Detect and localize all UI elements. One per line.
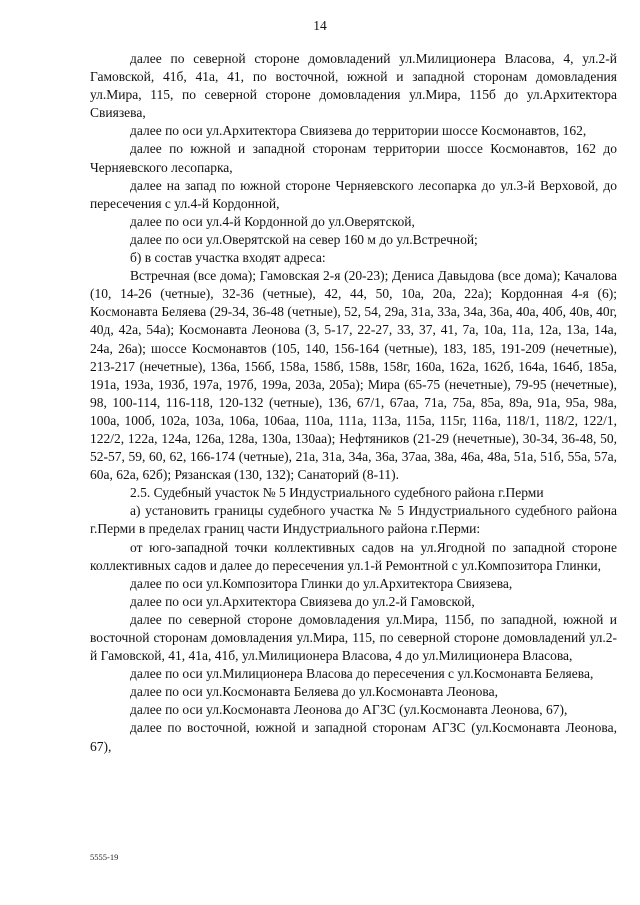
page-number: 14: [313, 18, 327, 33]
paragraph: далее по восточной, южной и западной сторонам АГЗС (ул.Космонавта Леонова, 67),: [90, 720, 617, 754]
paragraph: а) установить границы судебного участка № 5 Индустриального судебного района г.Перми в пределах границ части Индустриального района г.Перми:: [90, 503, 617, 537]
paragraph: далее по оси ул.4-й Кордонной до ул.Оверятской,: [130, 213, 415, 229]
paragraph: далее по южной и западной сторонам территории шоссе Космонавтов, 162 до Черняевского лесопарка,: [90, 141, 617, 175]
paragraph: далее по оси ул.Композитора Глинки до ул.Архитектора Свиязева,: [130, 575, 513, 591]
paragraph: далее по оси ул.Архитектора Свиязева до территории шоссе Космонавтов, 162,: [130, 123, 587, 139]
section-heading: 2.5. Судебный участок № 5 Индустриального судебного района г.Перми: [130, 485, 544, 501]
paragraph: далее по оси ул.Милиционера Власова до пересечения с ул.Космонавта Беляева,: [130, 666, 594, 682]
paragraph: далее по оси ул.Космонавта Беляева до ул.Космонавта Леонова,: [130, 684, 499, 700]
paragraph: далее по оси ул.Оверятской на север 160 м до ул.Встречной;: [130, 231, 478, 247]
paragraph: далее по оси ул.Архитектора Свиязева до ул.2-й Гамовской,: [130, 593, 475, 609]
paragraph: далее на запад по южной стороне Черняевского лесопарка до ул.3-й Верховой, до пересечения с ул.4-й Кордонной,: [90, 177, 617, 211]
paragraph: далее по оси ул.Космонавта Леонова до АГЗС (ул.Космонавта Леонова, 67),: [130, 702, 568, 718]
paragraph: далее по северной стороне домовладения ул.Мира, 115б, по западной, южной и восточной сторонам домовладения ул.Мира, 115, по северной стороне домовладений ул.2-й Гамовской, 41, 41а, 41б, ул.Милиционера Власова, 4 до ул.Милиционера Власова,: [90, 611, 617, 664]
address-list-paragraph: Встречная (все дома); Гамовская 2-я (20-23); Дениса Давыдова (все дома); Качалова (10, 14-26 (четные), 32-36 (четные), 42, 44, 50, 10а, 20а, 22а); Кордонная 4-я (6); Космонавта Беляева (29-34, 36-48 (четные), 52, 54, 29а, 31а, 33а, 34а, 36а, 40а, 40б, 40в, 40г, 40д, 42а, 54а); Космонавта Леонова (3, 5-17, 22-27, 33, 37, 41, 7а, 10а, 11а, 12а, 13а, 14а, 24а, 26а); шоссе Космонавтов (105, 140, 156-164 (четные), 183, 185, 191-209 (нечетные), 213-217 (нечетные), 136а, 156б, 158а, 158б, 158в, 158г, 160а, 162а, 162б, 164а, 164б, 185а, 191а, 193а, 193б, 197а, 197б, 199а, 203а, 205а); Мира (65-75 (нечетные), 79-95 (нечетные), 98, 100-114, 116-118, 120-132 (четные), 136, 67/1, 67аа, 71а, 75а, 85а, 89а, 91а, 95а, 98а, 100а, 100б, 102а, 103а, 106а, 106аа, 110а, 111а, 113а, 115а, 115г, 116а, 118/1, 118/2, 122/1, 122/2, 122а, 124а, 126а, 128а, 130а, 130аа); Нефтяников (21-29 (нечетные), 30-34, 36-48, 50, 52-57, 59, 60, 62, 166-174 (четные), 21а, 31а, 34а, 36а, 37аа, 38а, 46а, 48а, 51а, 51б, 55а, 57а, 60а, 62а, 62б); Рязанская (130, 132); Санаторий (8-11).: [90, 268, 617, 483]
document-code: 5555-19: [90, 852, 119, 862]
paragraph: от юго-западной точки коллективных садов на ул.Ягодной по западной стороне коллективных садов и далее до пересечения ул.1-й Ремонтной с ул.Композитора Глинки,: [90, 539, 617, 573]
document-body: [90, 50, 617, 756]
paragraph: б) в состав участка входят адреса:: [130, 250, 326, 266]
paragraph: далее по северной стороне домовладений ул.Милиционера Власова, 4, ул.2-й Гамовской, 41б, 41а, 41, по восточной, южной и западной сторонам домовладения ул.Мира, 115, по северной стороне домовладения ул.Мира, 115б до ул.Архитектора Свиязева,: [90, 51, 617, 121]
